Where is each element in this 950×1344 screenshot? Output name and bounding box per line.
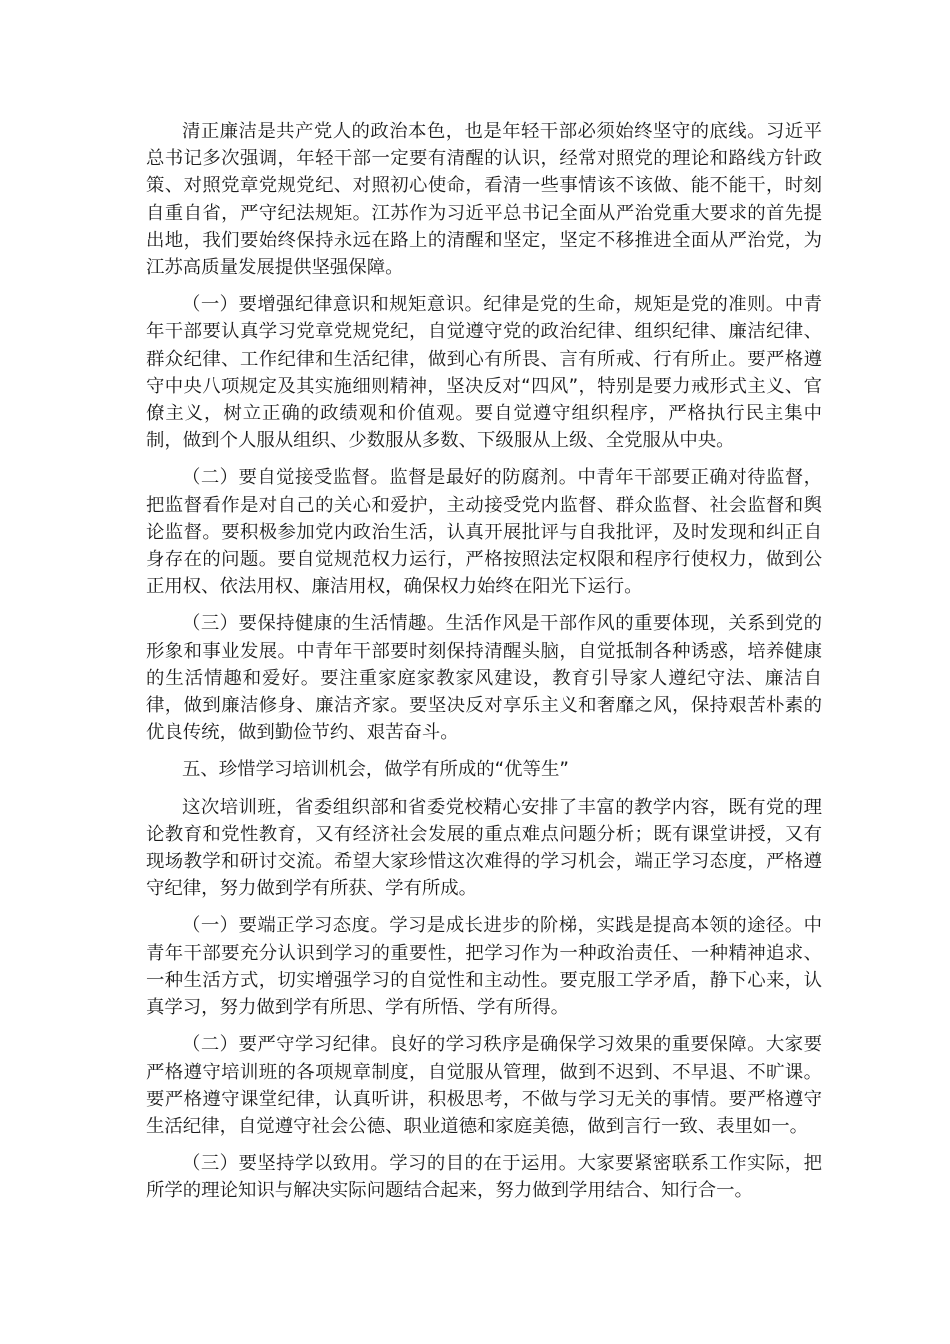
paragraph-study-attitude: （一）要端正学习态度。学习是成长进步的阶梯，实践是提高本领的途径。中青年干部要充分认识到学习的重要性，把学习作为一种政治责任、一种精神追求、一种生活方式，切实增强学习的自觉性和主动性。要克服工学矛盾，静下心来，认真学习，努力做到学有所思、学有所悟、学有所得。 [146, 915, 822, 1019]
document-body [146, 118, 822, 1215]
section-heading-five: 五、珍惜学习培训机会，做学有所成的“优等生” [182, 759, 569, 781]
paragraph-study-discipline: （二）要严守学习纪律。良好的学习秩序是确保学习效果的重要保障。大家要严格遵守培训班的各项规章制度，自觉服从管理，做到不迟到、不早退、不旷课。要严格遵守课堂纪律，认真听讲，积极思考，不做与学习无关的事情。要严格遵守生活纪律，自觉遵守社会公德、职业道德和家庭美德，做到言行一致、表里如一。 [146, 1034, 822, 1137]
paragraph-apply-learning: （三）要坚持学以致用。学习的目的在于运用。大家要紧密联系工作实际，把所学的理论知识与解决实际问题结合起来，努力做到学用结合、知行合一。 [146, 1153, 822, 1202]
paragraph-healthy-life: （三）要保持健康的生活情趣。生活作风是干部作风的重要体现，关系到党的形象和事业发展。中青年干部要时刻保持清醒头脑，自觉抵制各种诱惑，培养健康的生活情趣和爱好。要注重家庭家教家风建设，教育引导家人遵纪守法、廉洁自律，做到廉洁修身、廉洁齐家。要坚决反对享乐主义和奢靡之风，保持艰苦朴素的优良传统，做到勤俭节约、艰苦奋斗。 [146, 613, 822, 744]
paragraph-discipline-awareness: （一）要增强纪律意识和规矩意识。纪律是党的生命，规矩是党的准则。中青年干部要认真学习党章党规党纪，自觉遵守党的政治纪律、组织纪律、廉洁纪律、群众纪律、工作纪律和生活纪律，做到心有所畏、言有所戒、行有所止。要严格遵守中央八项规定及其实施细则精神，坚决反对“四风”，特别是要力戒形式主义、官僚主义，树立正确的政绩观和价值观。要自觉遵守组织程序，严格执行民主集中制，做到个人服从组织、少数服从多数、下级服从上级、全党服从中央。 [146, 294, 822, 452]
paragraph-intro: 清正廉洁是共产党人的政治本色，也是年轻干部必须始终坚守的底线。习近平总书记多次强调，年轻干部一定要有清醒的认识，经常对照党的理论和路线方针政策、对照党章党规党纪、对照初心使命，看清一些事情该不该做、能不能干，时刻自重自省，严守纪法规矩。江苏作为习近平总书记全面从严治党重大要求的首先提出地，我们要始终保持永远在路上的清醒和坚定，坚定不移推进全面从严治党，为江苏高质量发展提供坚强保障。 [146, 121, 822, 279]
paragraph-accept-supervision: （二）要自觉接受监督。监督是最好的防腐剂。中青年干部要正确对待监督，把监督看作是对自己的关心和爱护，主动接受党内监督、群众监督、社会监督和舆论监督。要积极参加党内政治生活，认真开展批评与自我批评，及时发现和纠正自身存在的问题。要自觉规范权力运行，严格按照法定权限和程序行使权力，做到公正用权、依法用权、廉洁用权，确保权力始终在阳光下运行。 [146, 467, 822, 598]
paragraph-training-intro: 这次培训班，省委组织部和省委党校精心安排了丰富的教学内容，既有党的理论教育和党性教育，又有经济社会发展的重点难点问题分析；既有课堂讲授，又有现场教学和研讨交流。希望大家珍惜这次难得的学习机会，端正学习态度，严格遵守纪律，努力做到学有所获、学有所成。 [146, 796, 822, 900]
